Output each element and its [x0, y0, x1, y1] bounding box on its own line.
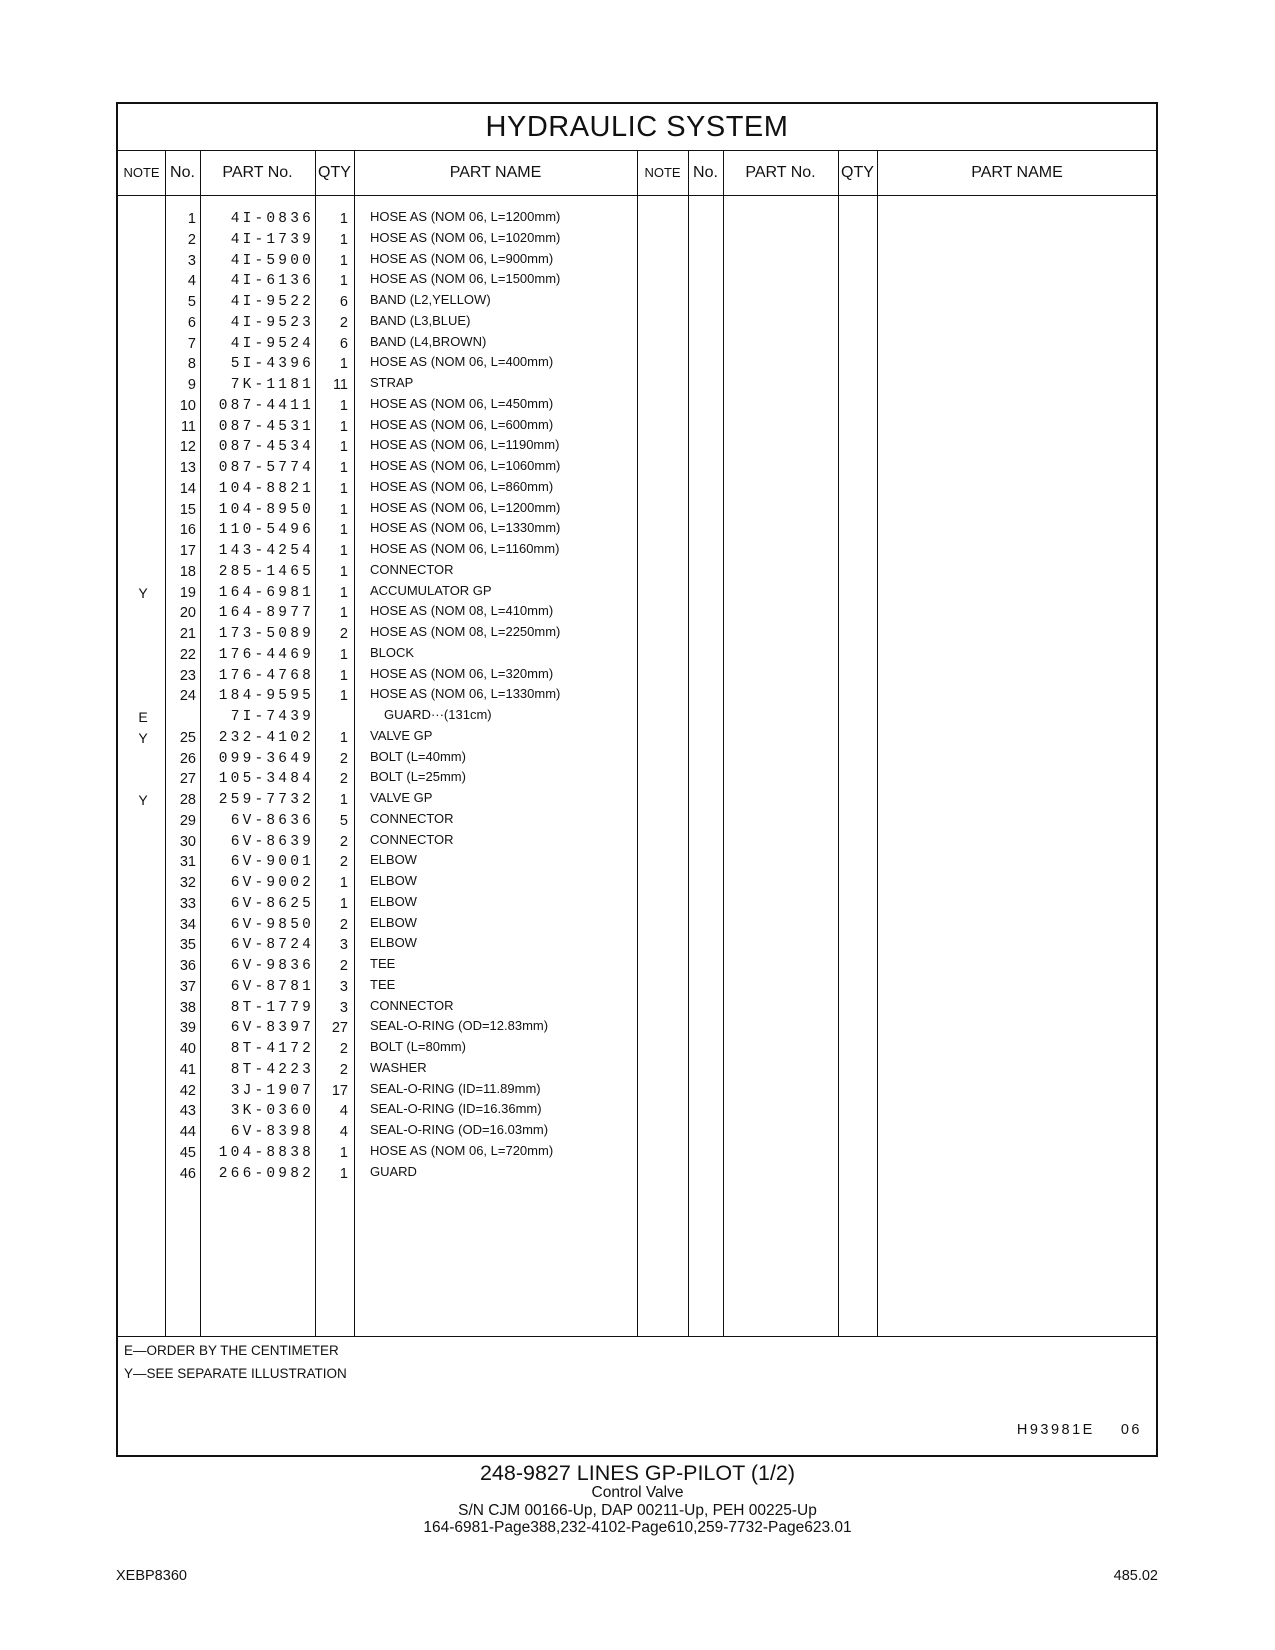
row-part-number: 4I-5900	[230, 252, 314, 269]
row-part-number: 6V-8639	[230, 833, 314, 850]
row-quantity: 1	[339, 460, 348, 476]
row-number: 46	[179, 1165, 196, 1182]
row-quantity: 6	[339, 335, 348, 352]
row-number: 9	[187, 377, 196, 393]
row-note: Y	[138, 584, 148, 601]
row-number: 12	[179, 439, 196, 456]
row-quantity: 2	[339, 771, 348, 788]
row-part-number: 4I-1739	[230, 231, 314, 248]
row-part-number: 6V-8781	[230, 978, 314, 995]
row-part-name: HOSE AS (NOM 06, L=1500mm)	[370, 271, 561, 287]
row-part-number: 6V-8636	[230, 812, 314, 829]
row-part-name: HOSE AS (NOM 06, L=450mm)	[370, 395, 554, 411]
row-part-name: SEAL-O-RING (ID=11.89mm)	[370, 1080, 541, 1096]
row-number: 21	[179, 626, 196, 642]
row-part-number: 232-4102	[218, 729, 314, 746]
row-part-number: 3J-1907	[230, 1082, 314, 1099]
row-part-name: ELBOW	[370, 873, 417, 888]
row-part-name: ELBOW	[370, 914, 417, 930]
row-part-number: 104-8821	[218, 480, 314, 497]
row-quantity: 17	[331, 1082, 348, 1099]
row-quantity: 3	[339, 937, 348, 954]
row-note: E	[138, 709, 148, 725]
row-part-name: BAND (L4,BROWN)	[370, 333, 487, 349]
row-part-name: SEAL-O-RING (OD=12.83mm)	[370, 1018, 549, 1034]
row-quantity: 3	[339, 999, 348, 1016]
row-note: Y	[138, 729, 148, 746]
row-number: 3	[187, 252, 196, 269]
row-part-name: HOSE AS (NOM 06, L=1020mm)	[370, 229, 561, 245]
row-part-name: STRAP	[370, 375, 414, 390]
row-part-number: 5I-4396	[230, 356, 314, 373]
row-part-name: BAND (L3,BLUE)	[370, 312, 471, 328]
row-number: 23	[179, 667, 196, 684]
row-number: 41	[179, 1061, 196, 1078]
row-number: 44	[179, 1124, 196, 1140]
row-part-name: BOLT (L=25mm)	[370, 769, 466, 785]
row-quantity: 2	[339, 833, 348, 850]
row-number: 35	[179, 937, 196, 954]
row-part-name: HOSE AS (NOM 06, L=1200mm)	[370, 499, 561, 515]
row-quantity: 2	[339, 1061, 348, 1078]
row-quantity: 1	[339, 480, 348, 497]
drawing-code-id: H93981E	[1016, 1422, 1095, 1438]
row-part-number: 164-8977	[218, 605, 314, 622]
header-no-right: No.	[693, 164, 718, 181]
row-quantity: 1	[339, 211, 348, 227]
row-number: 26	[179, 750, 196, 767]
row-quantity: 27	[331, 1020, 348, 1037]
row-part-name: ELBOW	[370, 852, 417, 868]
row-part-name: BAND (L2,YELLOW)	[370, 292, 491, 307]
row-number: 29	[179, 812, 196, 829]
header-part-no-right: PART No.	[745, 164, 816, 181]
row-part-number: 6V-9836	[230, 958, 314, 974]
row-quantity: 6	[339, 294, 348, 310]
header-part-name-right: PART NAME	[971, 164, 1063, 181]
row-number: 33	[179, 895, 196, 912]
row-part-number: 087-4534	[218, 439, 314, 456]
row-number: 1	[187, 211, 196, 227]
row-quantity: 2	[339, 626, 348, 642]
header-qty-right: QTY	[841, 164, 874, 181]
row-quantity: 1	[339, 252, 348, 269]
row-part-name: WASHER	[370, 1059, 427, 1075]
row-part-name: HOSE AS (NOM 06, L=600mm)	[370, 416, 554, 432]
drawing-code	[1017, 1422, 1142, 1438]
row-number: 38	[179, 999, 196, 1016]
row-part-name: HOSE AS (NOM 06, L=1060mm)	[370, 458, 561, 473]
row-quantity: 4	[339, 1103, 348, 1120]
row-number: 40	[179, 1041, 196, 1057]
row-part-name: GUARD	[370, 1163, 417, 1179]
row-part-name: TEE	[370, 956, 396, 971]
row-quantity: 1	[339, 1144, 348, 1161]
row-part-name: VALVE GP	[370, 790, 433, 805]
row-number: 39	[179, 1020, 196, 1037]
row-part-number: 143-4254	[218, 543, 314, 559]
section-title: HYDRAULIC SYSTEM	[118, 104, 1156, 151]
row-quantity: 1	[339, 501, 348, 518]
row-quantity: 1	[339, 356, 348, 373]
row-part-number: 087-5774	[218, 460, 314, 476]
header-note-left: NOTE	[123, 165, 160, 180]
row-part-name: CONNECTOR	[370, 997, 454, 1013]
row-part-number: 173-5089	[218, 626, 314, 642]
row-part-name: HOSE AS (NOM 06, L=1330mm)	[370, 520, 561, 536]
row-part-number: 7K-1181	[230, 377, 314, 393]
row-part-number: 6V-8625	[230, 895, 314, 912]
row-part-name: HOSE AS (NOM 06, L=860mm)	[370, 478, 554, 494]
row-number: 13	[179, 460, 196, 476]
row-number: 11	[180, 418, 196, 435]
row-quantity: 1	[339, 397, 348, 414]
row-part-name: GUARD···(131cm)	[384, 707, 492, 722]
row-number: 28	[179, 792, 196, 808]
row-part-number: 6V-8397	[230, 1020, 314, 1037]
row-number: 2	[187, 231, 196, 248]
row-part-number: 266-0982	[218, 1165, 314, 1182]
header-part-no-left: PART No.	[222, 164, 293, 181]
row-number: 17	[179, 543, 196, 559]
row-quantity: 1	[339, 895, 348, 912]
row-part-name: HOSE AS (NOM 06, L=400mm)	[370, 354, 554, 370]
parts-list	[118, 196, 1156, 1336]
row-number: 24	[179, 688, 196, 705]
row-part-number: 164-6981	[218, 584, 314, 601]
row-quantity: 3	[339, 978, 348, 995]
table-footer-divider	[118, 1336, 1156, 1337]
row-quantity: 5	[339, 812, 348, 829]
row-part-number: 087-4411	[218, 397, 314, 414]
row-part-number: 4I-9524	[230, 335, 314, 352]
row-part-number: 4I-6136	[230, 273, 314, 290]
row-part-name: ELBOW	[370, 893, 417, 909]
row-part-name: BOLT (L=80mm)	[370, 1039, 466, 1054]
row-part-number: 8T-4223	[230, 1061, 314, 1078]
caption-title: 248-9827 LINES GP-PILOT (1/2)	[479, 1461, 796, 1485]
row-quantity: 1	[339, 1165, 348, 1182]
row-number: 27	[179, 771, 196, 788]
drawing-code-rev: 06	[1120, 1422, 1142, 1438]
row-number: 14	[179, 480, 196, 497]
row-number: 6	[187, 314, 196, 331]
caption-serial: S/N CJM 00166-Up, DAP 00211-Up, PEH 00225-Up	[458, 1501, 817, 1519]
row-number: 19	[179, 584, 196, 601]
row-part-number: 7I-7439	[230, 709, 314, 725]
row-number: 30	[179, 833, 196, 850]
caption-block	[0, 1462, 1275, 1537]
row-quantity: 2	[339, 916, 348, 933]
row-part-number: 105-3484	[218, 771, 314, 788]
row-note: Y	[138, 792, 148, 808]
row-part-name: ELBOW	[370, 935, 417, 951]
row-part-number: 176-4469	[218, 646, 314, 663]
header-note-right: NOTE	[644, 165, 681, 180]
row-part-name: BLOCK	[370, 644, 415, 660]
row-number: 20	[179, 605, 196, 622]
row-quantity: 1	[339, 584, 348, 601]
row-part-number: 176-4768	[218, 667, 314, 684]
row-quantity: 2	[339, 314, 348, 331]
row-part-name: CONNECTOR	[370, 810, 454, 826]
row-quantity: 1	[339, 729, 348, 746]
row-number: 4	[187, 273, 196, 290]
row-number: 15	[179, 501, 196, 518]
row-part-number: 6V-9002	[230, 875, 314, 891]
row-number: 36	[179, 958, 196, 974]
row-quantity: 2	[339, 1041, 348, 1057]
row-part-number: 087-4531	[218, 418, 314, 435]
parts-table-frame	[116, 102, 1158, 1457]
row-part-name: BOLT (L=40mm)	[370, 748, 466, 764]
row-part-name: SEAL-O-RING (ID=16.36mm)	[370, 1101, 542, 1117]
row-quantity: 11	[332, 377, 348, 393]
row-part-name: CONNECTOR	[370, 831, 454, 847]
row-part-number: 8T-4172	[230, 1041, 314, 1057]
row-part-number: 6V-8398	[230, 1124, 314, 1140]
row-part-number: 104-8838	[218, 1144, 314, 1161]
legend-y: Y—SEE SEPARATE ILLUSTRATION	[124, 1366, 347, 1381]
row-number: 16	[179, 522, 196, 539]
row-quantity: 2	[339, 750, 348, 767]
row-part-name: CONNECTOR	[370, 561, 454, 577]
row-number: 45	[179, 1144, 196, 1161]
row-number: 18	[179, 563, 196, 580]
row-quantity: 1	[339, 273, 348, 290]
row-part-name: HOSE AS (NOM 06, L=900mm)	[370, 250, 554, 266]
row-part-name: TEE	[370, 976, 396, 992]
row-number: 5	[187, 294, 196, 310]
row-part-number: 099-3649	[218, 750, 314, 767]
row-quantity: 1	[339, 522, 348, 539]
row-part-name: HOSE AS (NOM 06, L=1200mm)	[370, 209, 561, 224]
row-part-name: HOSE AS (NOM 06, L=1330mm)	[370, 686, 561, 702]
row-number: 43	[179, 1103, 196, 1120]
header-no-left: No.	[170, 164, 195, 181]
row-part-name: HOSE AS (NOM 08, L=410mm)	[370, 603, 554, 619]
table-row	[118, 1164, 638, 1186]
header-qty-left: QTY	[318, 164, 351, 181]
row-quantity: 1	[339, 688, 348, 705]
row-number: 34	[179, 916, 196, 933]
row-number: 8	[187, 356, 196, 373]
row-part-number: 104-8950	[218, 501, 314, 518]
row-number: 31	[179, 854, 196, 871]
page-number: 485.02	[1113, 1568, 1158, 1584]
row-part-number: 184-9595	[218, 688, 314, 705]
row-part-name: HOSE AS (NOM 06, L=720mm)	[370, 1142, 554, 1158]
row-part-number: 259-7732	[218, 792, 314, 808]
row-part-number: 285-1465	[218, 563, 314, 580]
row-part-name: HOSE AS (NOM 06, L=320mm)	[370, 665, 554, 681]
row-quantity: 1	[339, 439, 348, 456]
header-part-name-left: PART NAME	[449, 164, 542, 181]
row-part-number: 4I-9523	[230, 314, 314, 331]
row-part-number: 4I-0836	[230, 211, 314, 227]
row-number: 25	[179, 729, 196, 746]
row-part-number: 6V-8724	[230, 937, 314, 954]
document-id: XEBP8360	[116, 1568, 187, 1584]
row-part-number: 3K-0360	[230, 1103, 314, 1120]
row-part-name: HOSE AS (NOM 06, L=1190mm)	[370, 437, 560, 453]
row-number: 10	[179, 397, 196, 414]
row-quantity: 1	[339, 231, 348, 248]
row-quantity: 1	[339, 418, 348, 435]
row-part-number: 110-5496	[218, 522, 314, 539]
row-quantity: 4	[339, 1124, 348, 1140]
row-number: 37	[179, 978, 196, 995]
row-quantity: 2	[339, 854, 348, 871]
row-number: 22	[179, 646, 196, 663]
row-number: 7	[187, 335, 196, 352]
legend-e: E—ORDER BY THE CENTIMETER	[124, 1343, 339, 1358]
row-quantity: 1	[339, 605, 348, 622]
row-quantity: 1	[339, 792, 348, 808]
row-quantity: 1	[339, 563, 348, 580]
row-number: 42	[179, 1082, 196, 1099]
row-part-number: 6V-9001	[230, 854, 314, 871]
row-quantity: 1	[339, 667, 348, 684]
row-part-number: 4I-9522	[230, 294, 314, 310]
row-quantity: 1	[339, 875, 348, 891]
row-part-name: ACCUMULATOR GP	[370, 582, 492, 598]
row-number: 32	[179, 875, 196, 891]
row-part-number: 8T-1779	[230, 999, 314, 1016]
row-part-name: HOSE AS (NOM 08, L=2250mm)	[370, 624, 561, 639]
row-part-name: VALVE GP	[370, 727, 433, 743]
row-quantity: 1	[339, 543, 348, 559]
row-part-name: HOSE AS (NOM 06, L=1160mm)	[370, 541, 560, 556]
row-quantity: 1	[339, 646, 348, 663]
row-quantity: 2	[339, 958, 348, 974]
caption-refs: 164-6981-Page388,232-4102-Page610,259-7732-Page623.01	[423, 1519, 852, 1536]
row-part-number: 6V-9850	[230, 916, 314, 933]
row-part-name: SEAL-O-RING (OD=16.03mm)	[370, 1122, 549, 1137]
caption-subtitle: Control Valve	[591, 1484, 684, 1501]
